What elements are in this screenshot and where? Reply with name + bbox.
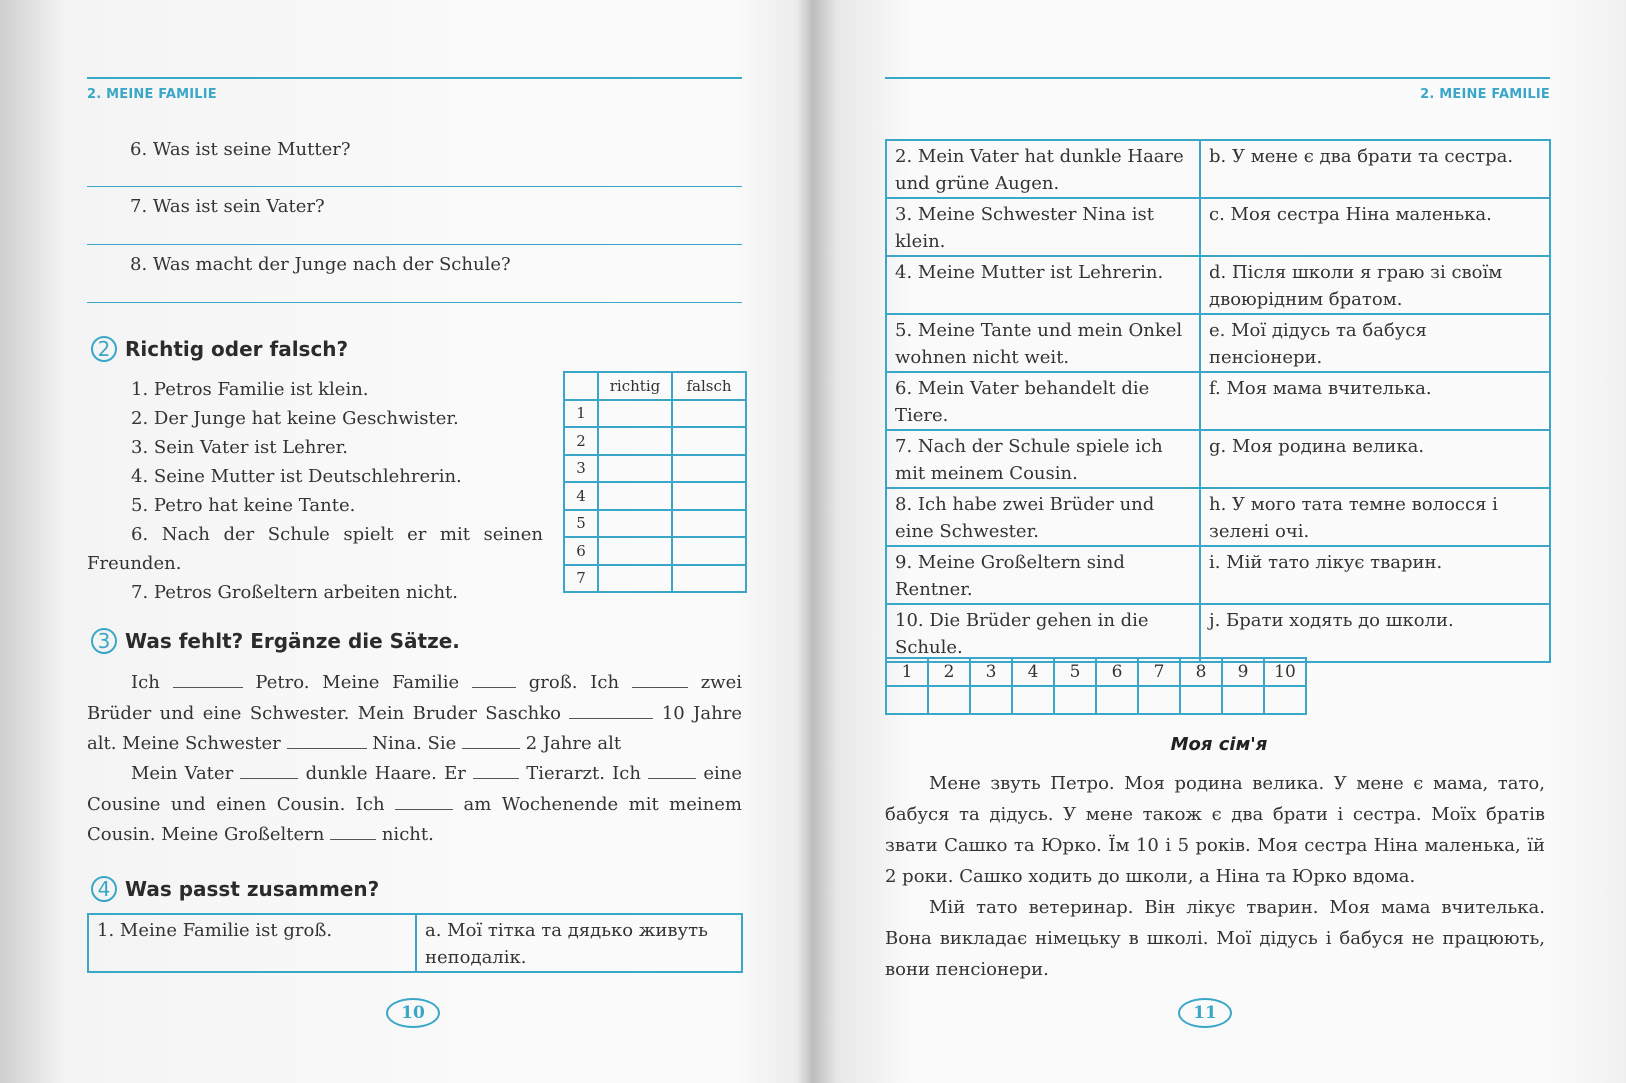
- right-page: [812, 0, 1626, 1083]
- answer-cell[interactable]: [1012, 686, 1054, 714]
- gap-fill-paragraph-1: Ich Petro. Meine Familie groß. Ich zwei Brüder und eine Schwester. Mein Bruder Saschko 10 Jahre alt. Meine Schwester Nina. Sie 2 Jahre alt: [87, 668, 742, 760]
- falsch-cell[interactable]: [672, 455, 746, 483]
- col-richtig: richtig: [598, 372, 672, 400]
- german-cell: 10. Die Brüder gehen in die Schule.: [886, 604, 1200, 662]
- ukrainian-cell: e. Мої дідусь та бабуся пенсіонери.: [1200, 314, 1550, 372]
- table-row: [886, 314, 1550, 372]
- question-6: 6. Was ist seine Mutter?: [130, 139, 351, 160]
- answer-number: 6: [1096, 658, 1138, 686]
- ukrainian-cell: a. Мої тітка та дядько живуть неподалік.: [416, 914, 742, 972]
- story-text: [885, 768, 1545, 985]
- statement-7: 7. Petros Großeltern arbeiten nicht.: [131, 582, 458, 603]
- task-number-badge: 2: [91, 336, 117, 362]
- statement-1: 1. Petros Familie ist klein.: [131, 379, 369, 400]
- ukrainian-cell: c. Моя сестра Ніна маленька.: [1200, 198, 1550, 256]
- story-paragraph-1: Мене звуть Петро. Моя родина велика. У мене є мама, тато, бабуся та дідусь. У мене також є два брати і сестра. Моїх братів звати Сашко та Юрко. Їм 10 і 5 років. Моя сестра Ніна маленька, їй 2 роки. Сашко ходить до школи, а Ніна та Юрко вдома.: [885, 773, 1545, 887]
- answer-line[interactable]: [87, 302, 742, 303]
- gap-fill-paragraph-2: Mein Vater dunkle Haare. Er Tierarzt. Ich eine Cousine und einen Cousin. Ich am Wochenende mit meinem Cousin. Meine Großeltern nicht.: [87, 759, 742, 851]
- chapter-header: 2. MEINE FAMILIE: [1420, 87, 1550, 102]
- blank[interactable]: [240, 760, 298, 779]
- statement-3: 3. Sein Vater ist Lehrer.: [131, 437, 348, 458]
- german-cell: 2. Mein Vater hat dunkle Haare und grüne Augen.: [886, 140, 1200, 198]
- german-cell: 9. Meine Großeltern sind Rentner.: [886, 546, 1200, 604]
- row-number: 5: [564, 510, 598, 538]
- header-rule: [885, 77, 1550, 79]
- answer-number: 1: [886, 658, 928, 686]
- answer-cell[interactable]: [1180, 686, 1222, 714]
- ukrainian-cell: i. Мій тато лікує тварин.: [1200, 546, 1550, 604]
- answer-cell[interactable]: [1222, 686, 1264, 714]
- task-4-heading: [91, 876, 379, 902]
- answer-line[interactable]: [87, 244, 742, 245]
- blank[interactable]: [472, 669, 516, 688]
- ukrainian-cell: d. Після школи я граю зі своїм двоюрідним братом.: [1200, 256, 1550, 314]
- row-number: 3: [564, 455, 598, 483]
- task-number-badge: 4: [91, 876, 117, 902]
- blank[interactable]: [462, 730, 520, 749]
- story-paragraph-2: Мій тато ветеринар. Він лікує тварин. Моя мама вчителька. Вона викладає німецьку в школі. Мої дідусь і бабуся не працюють, вони пенсіонери.: [885, 897, 1545, 980]
- statement-5: 5. Petro hat keine Tante.: [131, 495, 356, 516]
- left-page: [0, 0, 812, 1083]
- task-title: Was fehlt? Ergänze die Sätze.: [125, 629, 460, 653]
- blank[interactable]: [569, 700, 653, 719]
- statement-6: 6. Nach der Schule spielt er mit seinen Freunden.: [87, 524, 543, 574]
- answer-cell[interactable]: [886, 686, 928, 714]
- german-cell: 8. Ich habe zwei Brüder und eine Schwester.: [886, 488, 1200, 546]
- falsch-cell[interactable]: [672, 537, 746, 565]
- header-rule: [87, 77, 742, 79]
- blank[interactable]: [173, 669, 243, 688]
- task-title: Was passt zusammen?: [125, 877, 380, 901]
- richtig-cell[interactable]: [598, 427, 672, 455]
- ukrainian-cell: h. У мого тата темне волосся і зелені очі.: [1200, 488, 1550, 546]
- richtig-cell[interactable]: [598, 455, 672, 483]
- falsch-cell[interactable]: [672, 482, 746, 510]
- page-number: 11: [1178, 998, 1232, 1028]
- richtig-falsch-table: [563, 371, 747, 593]
- table-row: [886, 372, 1550, 430]
- german-cell: 1. Meine Familie ist groß.: [88, 914, 416, 972]
- answer-cell[interactable]: [1138, 686, 1180, 714]
- richtig-cell[interactable]: [598, 482, 672, 510]
- german-cell: 3. Meine Schwester Nina ist klein.: [886, 198, 1200, 256]
- story-title: Моя сім'я: [1170, 734, 1268, 755]
- table-row: [886, 604, 1550, 662]
- row-number: 1: [564, 400, 598, 428]
- question-8: 8. Was macht der Junge nach der Schule?: [130, 254, 511, 275]
- answer-cell[interactable]: [1264, 686, 1306, 714]
- answer-cell[interactable]: [970, 686, 1012, 714]
- answer-number: 3: [970, 658, 1012, 686]
- statement-2: 2. Der Junge hat keine Geschwister.: [131, 408, 459, 429]
- blank[interactable]: [632, 669, 688, 688]
- answer-cell[interactable]: [1054, 686, 1096, 714]
- table-row: [886, 488, 1550, 546]
- answer-grid: [885, 657, 1307, 715]
- task-2-heading: [91, 336, 348, 362]
- blank[interactable]: [287, 730, 367, 749]
- table-row: [886, 430, 1550, 488]
- task-number-badge: 3: [91, 628, 117, 654]
- falsch-cell[interactable]: [672, 427, 746, 455]
- ukrainian-cell: b. У мене є два брати та сестра.: [1200, 140, 1550, 198]
- answer-number: 8: [1180, 658, 1222, 686]
- blank[interactable]: [330, 821, 376, 840]
- table-row: [886, 198, 1550, 256]
- ukrainian-cell: f. Моя мама вчителька.: [1200, 372, 1550, 430]
- answer-number: 2: [928, 658, 970, 686]
- page-number: 10: [386, 998, 440, 1028]
- corner-cell: [564, 372, 598, 400]
- table-row: [886, 140, 1550, 198]
- answer-number: 7: [1138, 658, 1180, 686]
- row-number: 6: [564, 537, 598, 565]
- matching-table-part1: [87, 913, 743, 973]
- chapter-header: 2. MEINE FAMILIE: [87, 87, 217, 102]
- row-number: 7: [564, 565, 598, 593]
- german-cell: 4. Meine Mutter ist Lehrerin.: [886, 256, 1200, 314]
- statement-4: 4. Seine Mutter ist Deutschlehrerin.: [131, 466, 462, 487]
- answer-number: 4: [1012, 658, 1054, 686]
- table-row: [88, 914, 742, 972]
- answer-number: 9: [1222, 658, 1264, 686]
- task-title: Richtig oder falsch?: [125, 337, 349, 361]
- german-cell: 6. Mein Vater behandelt die Tiere.: [886, 372, 1200, 430]
- table-row: [886, 546, 1550, 604]
- german-cell: 5. Meine Tante und mein Onkel wohnen nicht weit.: [886, 314, 1200, 372]
- richtig-cell[interactable]: [598, 565, 672, 593]
- blank[interactable]: [395, 791, 453, 810]
- matching-table-part2: [885, 139, 1551, 663]
- answer-number: 10: [1264, 658, 1306, 686]
- question-7: 7. Was ist sein Vater?: [130, 196, 325, 217]
- row-number: 4: [564, 482, 598, 510]
- answer-cell[interactable]: [928, 686, 970, 714]
- answer-line[interactable]: [87, 186, 742, 187]
- answer-number: 5: [1054, 658, 1096, 686]
- richtig-cell[interactable]: [598, 537, 672, 565]
- falsch-cell[interactable]: [672, 510, 746, 538]
- answer-cell[interactable]: [1096, 686, 1138, 714]
- german-cell: 7. Nach der Schule spiele ich mit meinem Cousin.: [886, 430, 1200, 488]
- richtig-cell[interactable]: [598, 400, 672, 428]
- row-number: 2: [564, 427, 598, 455]
- table-row: [886, 256, 1550, 314]
- falsch-cell[interactable]: [672, 400, 746, 428]
- falsch-cell[interactable]: [672, 565, 746, 593]
- blank[interactable]: [473, 760, 519, 779]
- task-3-heading: [91, 628, 460, 654]
- col-falsch: falsch: [672, 372, 746, 400]
- blank[interactable]: [648, 760, 696, 779]
- richtig-cell[interactable]: [598, 510, 672, 538]
- ukrainian-cell: g. Моя родина велика.: [1200, 430, 1550, 488]
- ukrainian-cell: j. Брати ходять до школи.: [1200, 604, 1550, 662]
